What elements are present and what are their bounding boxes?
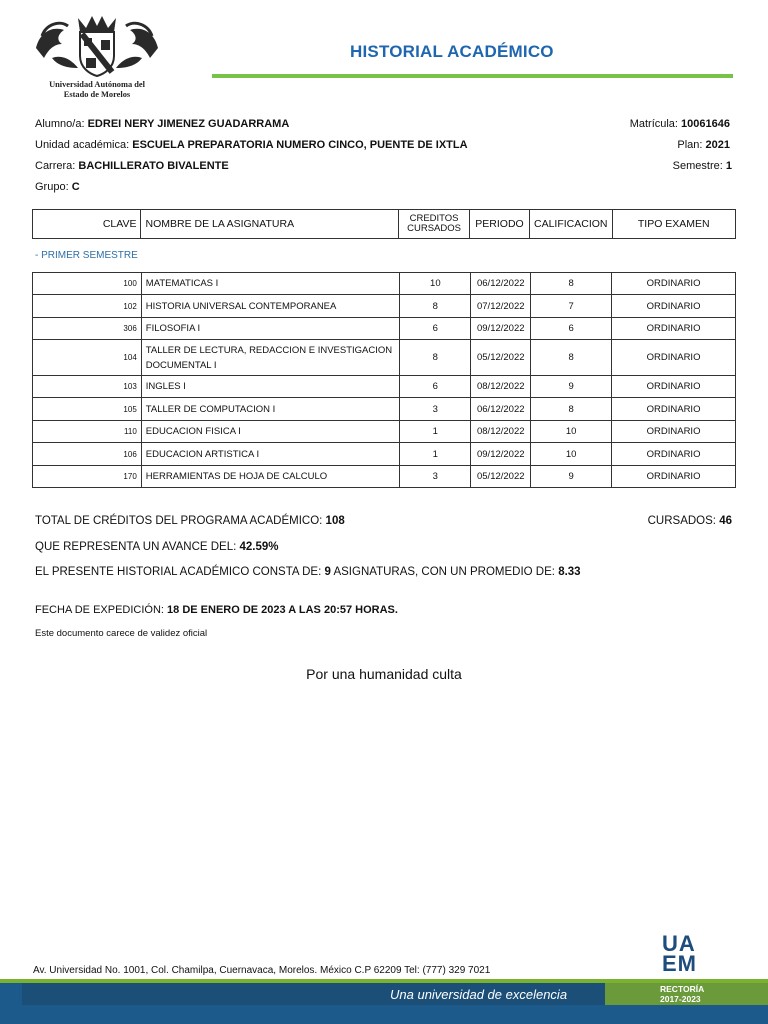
table-row bbox=[33, 273, 736, 295]
cell-creditos: 8 bbox=[400, 340, 471, 376]
cell-clave: 306 bbox=[33, 318, 142, 340]
uaem-logo bbox=[662, 931, 697, 976]
total-creditos bbox=[35, 515, 345, 527]
header-clave: CLAVE bbox=[33, 210, 141, 239]
header-nombre: NOMBRE DE LA ASIGNATURA bbox=[141, 210, 399, 239]
unidad-label: Unidad académica: bbox=[35, 139, 130, 151]
cell-periodo: 07/12/2022 bbox=[471, 295, 531, 318]
cell-creditos: 1 bbox=[400, 443, 471, 466]
semestre-field bbox=[673, 160, 732, 172]
rectoria-line2: 2017-2023 bbox=[660, 994, 701, 1004]
cell-nombre: TALLER DE LECTURA, REDACCION E INVESTIGACION DOCUMENTAL I bbox=[141, 340, 400, 376]
table-row bbox=[33, 340, 736, 376]
table-row bbox=[33, 421, 736, 443]
cell-clave: 106 bbox=[33, 443, 142, 466]
cell-nombre: EDUCACION FISICA I bbox=[141, 421, 400, 443]
fecha-value: 18 DE ENERO DE 2023 A LAS 20:57 HORAS. bbox=[167, 604, 398, 616]
table-row bbox=[33, 376, 736, 398]
cell-creditos: 1 bbox=[400, 421, 471, 443]
cell-nombre: HISTORIA UNIVERSAL CONTEMPORANEA bbox=[141, 295, 400, 318]
avance-label: QUE REPRESENTA UN AVANCE DEL: bbox=[35, 541, 237, 553]
cell-tipo: ORDINARIO bbox=[612, 376, 736, 398]
asignaturas-value: 9 bbox=[324, 566, 331, 578]
header-periodo: PERIODO bbox=[470, 210, 530, 239]
carrera-value: BACHILLERATO BIVALENTE bbox=[78, 160, 229, 172]
cell-clave: 102 bbox=[33, 295, 142, 318]
cell-calificacion: 10 bbox=[531, 443, 612, 466]
coat-of-arms-icon bbox=[34, 14, 160, 78]
cell-tipo: ORDINARIO bbox=[612, 318, 736, 340]
total-label: TOTAL DE CRÉDITOS DEL PROGRAMA ACADÉMICO: bbox=[35, 515, 323, 527]
matricula-field bbox=[630, 118, 730, 130]
grupo-value: C bbox=[71, 181, 80, 193]
total-value: 108 bbox=[325, 515, 345, 527]
cell-nombre: INGLES I bbox=[141, 376, 400, 398]
alumno-value: EDREI NERY JIMENEZ GUADARRAMA bbox=[87, 118, 290, 130]
cell-tipo: ORDINARIO bbox=[612, 466, 736, 488]
rectoria-label bbox=[660, 984, 704, 1004]
cell-creditos: 10 bbox=[400, 273, 471, 295]
cell-creditos: 6 bbox=[400, 376, 471, 398]
cell-calificacion: 9 bbox=[531, 466, 612, 488]
university-name-line1: Universidad Autónoma del bbox=[49, 80, 145, 89]
plan-field bbox=[677, 139, 730, 151]
title-divider bbox=[212, 74, 733, 78]
semestre-label: Semestre: bbox=[672, 160, 723, 172]
motto: Por una humanidad culta bbox=[306, 666, 462, 682]
cell-calificacion: 6 bbox=[531, 318, 612, 340]
section-heading: - PRIMER SEMESTRE bbox=[35, 250, 138, 261]
asignaturas-label: ASIGNATURAS, CON UN PROMEDIO DE: bbox=[333, 566, 555, 578]
table-row bbox=[33, 295, 736, 318]
cell-calificacion: 8 bbox=[531, 340, 612, 376]
cell-tipo: ORDINARIO bbox=[612, 340, 736, 376]
cursados bbox=[648, 515, 732, 527]
cell-calificacion: 7 bbox=[531, 295, 612, 318]
fecha-expedicion bbox=[35, 604, 398, 616]
page-title: HISTORIAL ACADÉMICO bbox=[350, 42, 554, 61]
cell-periodo: 05/12/2022 bbox=[471, 466, 531, 488]
cell-calificacion: 8 bbox=[531, 273, 612, 295]
footer-slogan: Una universidad de excelencia bbox=[390, 987, 568, 1002]
cell-periodo: 06/12/2022 bbox=[471, 273, 531, 295]
cell-tipo: ORDINARIO bbox=[612, 421, 736, 443]
table-row bbox=[33, 466, 736, 488]
fecha-label: FECHA DE EXPEDICIÓN: bbox=[35, 604, 164, 616]
consta-label: EL PRESENTE HISTORIAL ACADÉMICO CONSTA DE: bbox=[35, 566, 322, 578]
plan-label: Plan: bbox=[677, 139, 703, 151]
cell-calificacion: 10 bbox=[531, 421, 612, 443]
cell-periodo: 06/12/2022 bbox=[471, 398, 531, 421]
cell-tipo: ORDINARIO bbox=[612, 295, 736, 318]
cell-creditos: 8 bbox=[400, 295, 471, 318]
cell-creditos: 3 bbox=[400, 398, 471, 421]
header-creditos bbox=[399, 210, 470, 239]
avance bbox=[35, 541, 279, 553]
avance-value: 42.59% bbox=[239, 541, 279, 553]
cell-clave: 104 bbox=[33, 340, 142, 376]
uaem-logo-line1: UA bbox=[662, 931, 696, 956]
cell-nombre: TALLER DE COMPUTACION I bbox=[141, 398, 400, 421]
table-header bbox=[32, 209, 736, 239]
cell-clave: 103 bbox=[33, 376, 142, 398]
cell-nombre: MATEMATICAS I bbox=[141, 273, 400, 295]
grupo-field bbox=[35, 181, 80, 193]
cell-periodo: 08/12/2022 bbox=[471, 376, 531, 398]
plan-value: 2021 bbox=[705, 139, 730, 151]
cell-creditos: 6 bbox=[400, 318, 471, 340]
cell-clave: 100 bbox=[33, 273, 142, 295]
header-creditos-line1: CREDITOS bbox=[409, 213, 459, 224]
table-row bbox=[33, 318, 736, 340]
cell-calificacion: 8 bbox=[531, 398, 612, 421]
table-row bbox=[33, 398, 736, 421]
university-name-line2: Estado de Morelos bbox=[63, 89, 131, 99]
cell-calificacion: 9 bbox=[531, 376, 612, 398]
cell-periodo: 09/12/2022 bbox=[471, 318, 531, 340]
cell-clave: 170 bbox=[33, 466, 142, 488]
semestre-value: 1 bbox=[725, 160, 732, 172]
cell-tipo: ORDINARIO bbox=[612, 443, 736, 466]
cell-periodo: 08/12/2022 bbox=[471, 421, 531, 443]
validity-note: Este documento carece de validez oficial bbox=[35, 628, 208, 639]
table-row bbox=[33, 443, 736, 466]
matricula-label: Matrícula: bbox=[629, 118, 678, 130]
cell-clave: 110 bbox=[33, 421, 142, 443]
cell-creditos: 3 bbox=[400, 466, 471, 488]
header-creditos-line2: CURSADOS bbox=[407, 223, 461, 234]
grades-table bbox=[32, 272, 736, 488]
cell-tipo: ORDINARIO bbox=[612, 273, 736, 295]
cursados-label: CURSADOS: bbox=[647, 515, 716, 527]
cell-nombre: EDUCACION ARTISTICA I bbox=[141, 443, 400, 466]
cell-clave: 105 bbox=[33, 398, 142, 421]
promedio-value: 8.33 bbox=[558, 566, 581, 578]
carrera-label: Carrera: bbox=[35, 160, 76, 172]
university-name bbox=[34, 80, 160, 99]
footer-address: Av. Universidad No. 1001, Col. Chamilpa, Cuernavaca, Morelos. México C.P 62209 Tel: (777) 329 7021 bbox=[33, 965, 491, 976]
university-logo bbox=[34, 14, 160, 104]
alumno-label: Alumno/a: bbox=[35, 118, 85, 130]
consta bbox=[35, 566, 581, 578]
cell-nombre: FILOSOFIA I bbox=[141, 318, 400, 340]
cell-nombre: HERRAMIENTAS DE HOJA DE CALCULO bbox=[141, 466, 400, 488]
carrera-field bbox=[35, 160, 229, 172]
uaem-logo-line2: EM bbox=[662, 951, 697, 976]
unidad-value: ESCUELA PREPARATORIA NUMERO CINCO, PUENTE DE IXTLA bbox=[132, 139, 468, 151]
cursados-value: 46 bbox=[719, 515, 732, 527]
alumno-field bbox=[35, 118, 289, 130]
matricula-value: 10061646 bbox=[681, 118, 730, 130]
grupo-label: Grupo: bbox=[35, 181, 69, 193]
header-tipo: TIPO EXAMEN bbox=[612, 210, 735, 239]
cell-periodo: 05/12/2022 bbox=[471, 340, 531, 376]
unidad-field bbox=[35, 139, 468, 151]
cell-periodo: 09/12/2022 bbox=[471, 443, 531, 466]
rectoria-line1: RECTORÍA bbox=[660, 984, 705, 994]
cell-tipo: ORDINARIO bbox=[612, 398, 736, 421]
header-calificacion: CALIFICACION bbox=[530, 210, 613, 239]
